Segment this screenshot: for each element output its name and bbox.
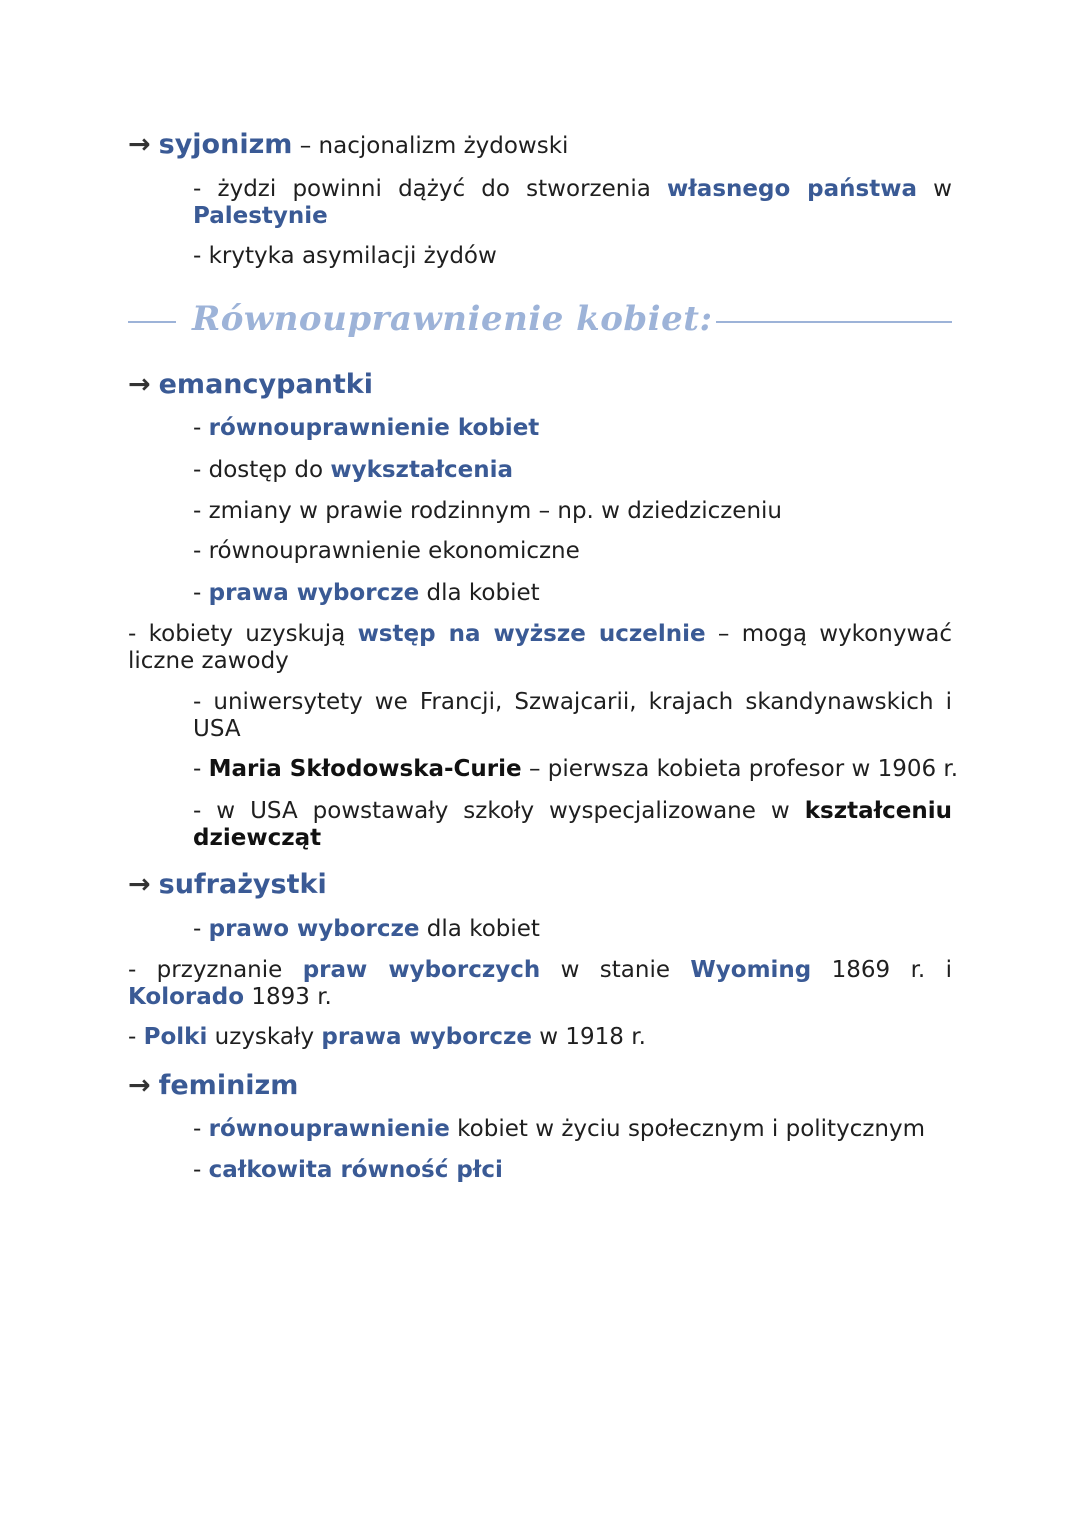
term-feminizm: feminizm [158, 1070, 299, 1101]
heading-sufrazystki [128, 869, 327, 901]
emancypantki-point-4: - równouprawnienie ekonomiczne [193, 538, 580, 564]
feminizm-point-2: - całkowita równość płci [193, 1157, 503, 1183]
arrow-right-icon: → [128, 1070, 151, 1101]
emancypantki-point-5: - prawa wyborcze dla kobiet [193, 580, 540, 606]
arrow-right-icon: → [128, 369, 151, 400]
heading-feminizm [128, 1070, 298, 1102]
emancypantki-point-6: - kobiety uzyskują wstęp na wyższe uczelnie – mogą wykonywać liczne zawody [128, 621, 952, 674]
heading-emancypantki [128, 369, 373, 401]
emancypantki-point-3: - zmiany w prawie rodzinnym – np. w dziedziczeniu [193, 498, 782, 524]
section-line-right [716, 321, 952, 323]
emancypantki-point-9: - w USA powstawały szkoły wyspecjalizowane w kształceniu dziewcząt [193, 798, 952, 851]
term-syjonizm: syjonizm [158, 129, 293, 160]
term-sufrazystki: sufrażystki [158, 869, 327, 900]
emancypantki-point-7: - uniwersytety we Francji, Szwajcarii, krajach skandynawskich i USA [193, 689, 952, 742]
section-title: Równouprawnienie kobiet: [192, 299, 713, 339]
feminizm-point-1: - równouprawnienie kobiet w życiu społecznym i politycznym [193, 1116, 925, 1142]
term-emancypantki: emancypantki [158, 369, 374, 400]
arrow-right-icon: → [128, 869, 151, 900]
sufrazystki-point-3: - Polki uzyskały prawa wyborcze w 1918 r. [128, 1024, 646, 1050]
emancypantki-point-1: - równouprawnienie kobiet [193, 415, 540, 441]
syjonizm-point-2: - krytyka asymilacji żydów [193, 243, 497, 269]
sufrazystki-point-2: - przyznanie praw wyborczych w stanie Wyoming 1869 r. i Kolorado 1893 r. [128, 957, 953, 1010]
definition-syjonizm: – nacjonalizm żydowski [292, 133, 569, 159]
syjonizm-point-1: - żydzi powinni dążyć do stworzenia własnego państwa w Palestynie [193, 176, 952, 229]
sufrazystki-point-1: - prawo wyborcze dla kobiet [193, 916, 540, 942]
section-header [128, 296, 952, 346]
heading-syjonizm [128, 129, 568, 162]
emancypantki-point-2: - dostęp do wykształcenia [193, 457, 514, 483]
section-line-left [128, 321, 176, 323]
arrow-right-icon: → [128, 129, 151, 160]
emancypantki-point-8: - Maria Skłodowska-Curie – pierwsza kobieta profesor w 1906 r. [193, 756, 959, 782]
